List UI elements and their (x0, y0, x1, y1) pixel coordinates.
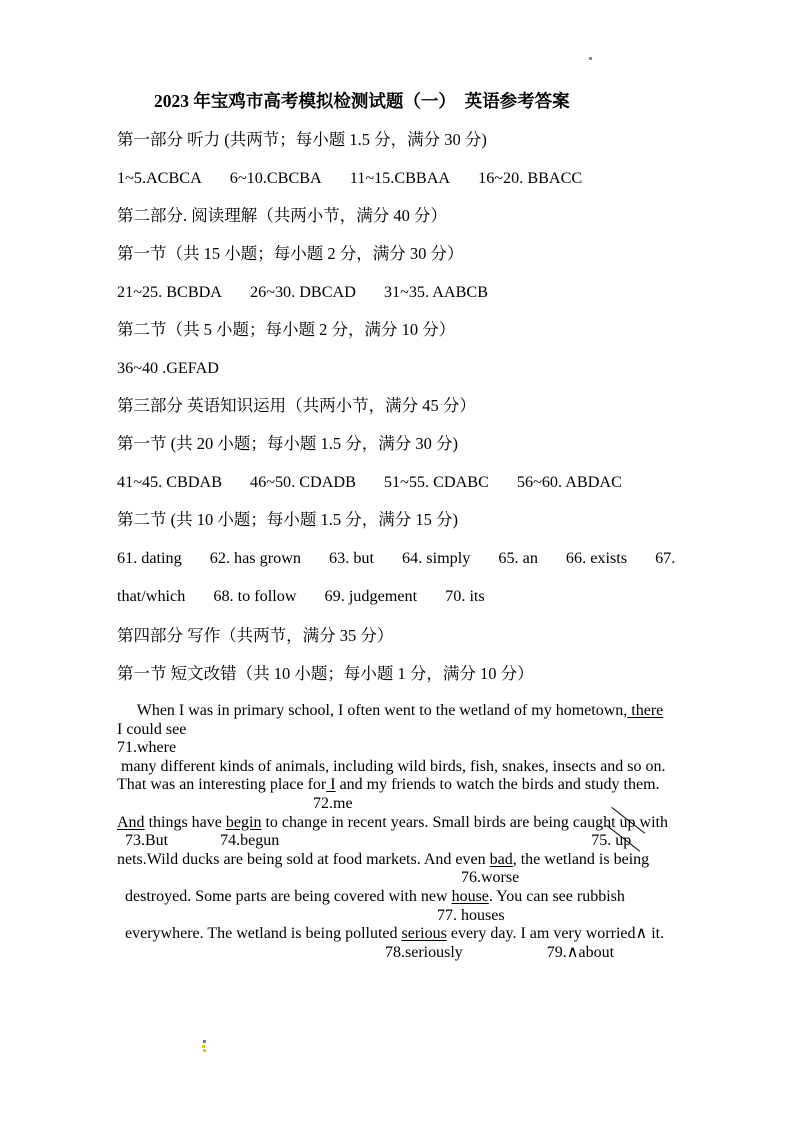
section-heading: 第三部分 英语知识运用（共两小节，满分 45 分） (117, 396, 476, 415)
scan-artifact-dot (589, 57, 592, 60)
passage-line (117, 888, 753, 907)
passage-text: destroyed. Some parts are being covered with new (117, 887, 452, 905)
section-heading: 第一节 (共 20 小题；每小题 1.5 分，满分 30 分) (117, 434, 458, 453)
passage-line (117, 721, 753, 740)
passage-line (117, 795, 753, 814)
passage-text: and my friends to watch the birds and study them. (335, 776, 660, 794)
passage-text: I could see (117, 720, 187, 738)
passage-text: 72.me (117, 794, 353, 812)
answer-group: 64. simply (402, 549, 471, 567)
section-heading: 第二节（共 5 小题；每小题 2 分，满分 10 分） (117, 320, 456, 339)
passage-line (117, 851, 753, 870)
passage-line (117, 944, 753, 963)
passage-text: , the wetland is being (512, 850, 650, 868)
passage-text: many different kinds of animals, including wild birds, fish, snakes, insects and so on. (117, 757, 666, 775)
scan-artifact-dot (203, 1049, 206, 1052)
answer-group: 67. (655, 549, 676, 567)
section-heading: 第四部分 写作（共两节，满分 35 分） (117, 626, 394, 645)
passage-line (117, 869, 753, 888)
passage-text: with (635, 813, 668, 831)
answer-row (117, 586, 753, 606)
answer-group: 1~5.ACBCA (117, 169, 202, 187)
deleted-word-struck: up (615, 832, 632, 850)
passage-text: nets.Wild ducks are being sold at food markets. And even (117, 850, 490, 868)
answer-group: 31~35. AABCB (383, 283, 488, 301)
section-heading: 第一节 短文改错（共 10 小题；每小题 1 分，满分 10 分） (117, 664, 534, 683)
passage-line (117, 739, 753, 758)
answer-key-sections (117, 130, 753, 684)
error-word-underlined: And (117, 813, 145, 831)
passage-text: every day. I am very worried∧ it. (446, 925, 665, 943)
error-word-underlined: there (627, 702, 664, 719)
answer-group: 36~40 .GEFAD (117, 359, 219, 377)
answer-group: 6~10.CBCBA (229, 169, 322, 187)
section-heading: 第一部分 听力 (共两节；每小题 1.5 分，满分 30 分) (117, 130, 487, 149)
passage-line (117, 702, 753, 721)
answer-row (117, 472, 753, 492)
answer-group: 63. but (329, 549, 374, 567)
passage-text: 76.worse (117, 869, 520, 887)
answer-group: 26~30. DBCAD (250, 283, 356, 301)
passage-text: things have (144, 813, 226, 831)
scan-artifact-dot (203, 1040, 206, 1043)
passage-text: When I was in primary school, I often went to the wetland of my hometown, (117, 702, 628, 719)
answer-group: 21~25. BCBDA (117, 283, 222, 301)
deleted-word-struck: up (619, 813, 636, 831)
answer-row (117, 548, 753, 568)
passage-line (117, 758, 753, 777)
error-correction-passage (117, 702, 753, 962)
passage-text: 71.where (117, 739, 177, 757)
answer-group: that/which (117, 587, 186, 605)
passage-text: 78.seriously 79.∧about (117, 943, 615, 961)
error-word-underlined: serious (401, 925, 447, 943)
answer-row (117, 358, 753, 378)
answer-group: 68. to follow (213, 587, 297, 605)
error-word-underlined: house (451, 887, 489, 905)
passage-text: . You can see rubbish (488, 887, 625, 905)
answer-group: 56~60. ABDAC (516, 473, 622, 491)
section-heading: 第一节（共 15 小题；每小题 2 分，满分 30 分） (117, 244, 464, 263)
passage-line (117, 776, 753, 795)
answer-group: 46~50. CDADB (250, 473, 356, 491)
answer-group: 41~45. CBDAB (117, 473, 222, 491)
section-heading: 第二节 (共 10 小题；每小题 1.5 分，满分 15 分) (117, 510, 458, 529)
error-word-underlined: bad (489, 850, 513, 868)
answer-group: 65. an (498, 549, 538, 567)
scan-artifact-dot (202, 1045, 205, 1048)
passage-line (117, 814, 753, 833)
error-word-underlined: begin (225, 813, 262, 831)
answer-group: 16~20. BBACC (478, 169, 583, 187)
passage-text: to change in recent years. Small birds are being caught (261, 813, 620, 831)
passage-line (117, 907, 753, 926)
passage-text: That was an interesting place for (117, 776, 327, 794)
page-title: 2023 年宝鸡市高考模拟检测试题（一） 英语参考答案 (154, 91, 570, 111)
passage-line (117, 925, 753, 944)
passage-line (117, 832, 753, 851)
answer-group: 66. exists (565, 549, 628, 567)
passage-text: 73.But 74.begun 75. (117, 832, 616, 850)
passage-text: 77. houses (117, 906, 505, 924)
answer-row (117, 282, 753, 302)
answer-group: 70. its (445, 587, 485, 605)
answer-group: 61. dating (117, 549, 182, 567)
error-word-underlined: I (326, 776, 336, 794)
answer-group: 62. has grown (209, 549, 302, 567)
answer-group: 51~55. CDABC (383, 473, 489, 491)
answer-group: 11~15.CBBAA (349, 169, 451, 187)
answer-group: 69. judgement (324, 587, 418, 605)
section-heading: 第二部分. 阅读理解（共两小节，满分 40 分） (117, 206, 447, 225)
passage-text: everywhere. The wetland is being polluted (117, 925, 402, 943)
answer-row (117, 168, 753, 188)
